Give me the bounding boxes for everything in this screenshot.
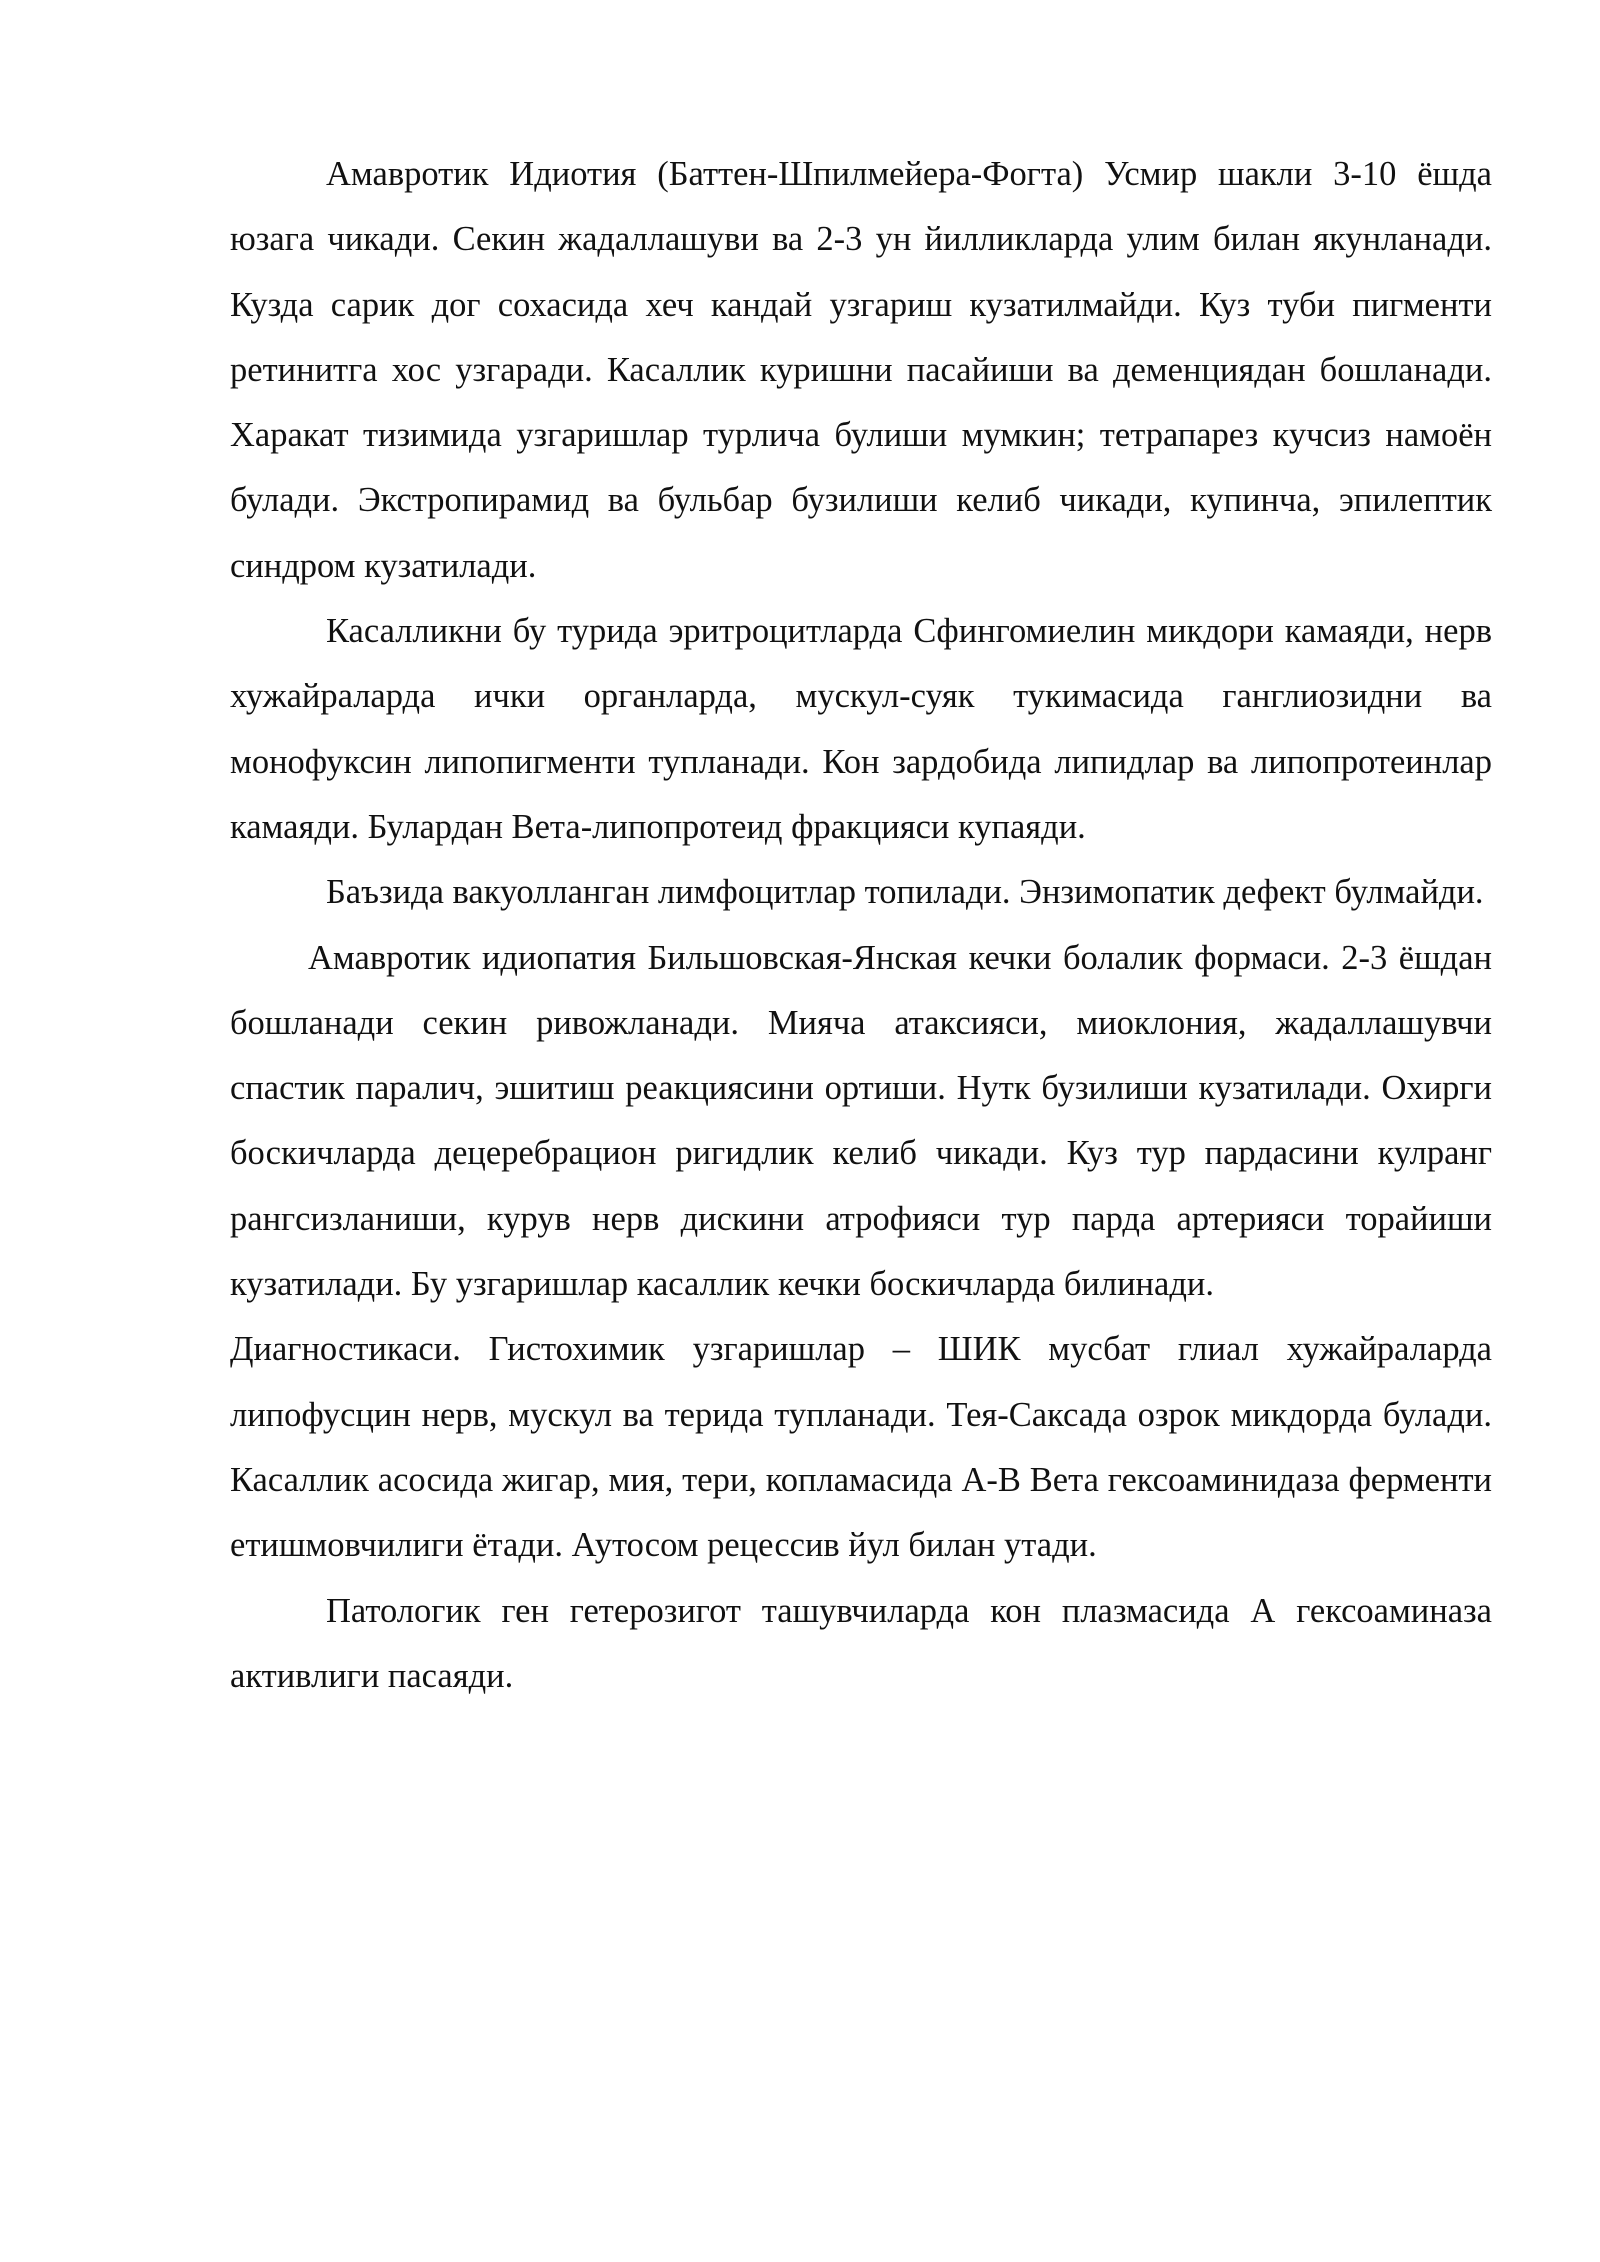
paragraph-sphingomyelin: Касалликни бу турида эритроцитларда Сфингомиелин микдори камаяди, нерв хужайраларда ички органларда, мускул-суяк тукимасида ганглиозидни ва монофуксин липопигменти тупланади. Кон зардобида липидлар ва липопротеинлар камаяди. Булардан Вета-липопротеид фракцияси купаяди.	[230, 612, 1492, 846]
paragraph-bielschowsky-jansky: Амавротик идиопатия Бильшовская-Янская кечки болалик формаси. 2-3 ёшдан бошланади секин ривожланади. Мияча атаксияси, миоклония, жадаллашувчи спастик паралич, эшитиш реакциясини ортиши. Нутк бузилиши кузатилади. Охирги боскичларда децеребрацион ригидлик келиб чикади. Куз тур пардасини кулранг рангсизланиши, курув нерв дискини атрофияси тур парда артерияси торайиши кузатилади. Бу узгаришлар касаллик кечки боскичларда билинади.	[230, 938, 1492, 1304]
paragraph-heterozygote-carriers: Патологик ген гетерозигот ташувчиларда кон плазмасида А гексоаминаза активлиги пасаяди.	[230, 1591, 1492, 1695]
paragraph-amaurotic-idiocy: Амавротик Идиотия (Баттен-Шпилмейера-Фогта) Усмир шакли 3-10 ёшда юзага чикади. Секин жадаллашуви ва 2-3 ун йилликларда улим билан якунланади. Кузда сарик дог сохасида хеч кандай узгариш кузатилмайди. Куз туби пигменти ретинитга хос узгаради. Касаллик куришни пасайиши ва деменциядан бошланади. Харакат тизимида узгаришлар турлича булиши мумкин; тетрапарез кучсиз намоён булади. Экстропирамид ва бульбар бузилиши келиб чикади, купинча, эпилептик синдром кузатилади.	[230, 155, 1492, 585]
paragraph-diagnostics: Диагностикаси. Гистохимик узгаришлар – ШИК мусбат глиал хужайраларда липофусцин нерв, мускул ва терида тупланади. Тея-Саксада озрок микдорда булади. Касаллик асосида жигар, мия, тери, копламасида А-В Вета гексоаминидаза ферменти етишмовчилиги ётади. Аутосом рецессив йул билан утади.	[230, 1330, 1492, 1565]
document-page	[230, 142, 1492, 1709]
paragraph-vacuolated-lymphocytes: Баъзида вакуолланган лимфоцитлар топилади. Энзимопатик дефект булмайди.	[326, 873, 1484, 912]
